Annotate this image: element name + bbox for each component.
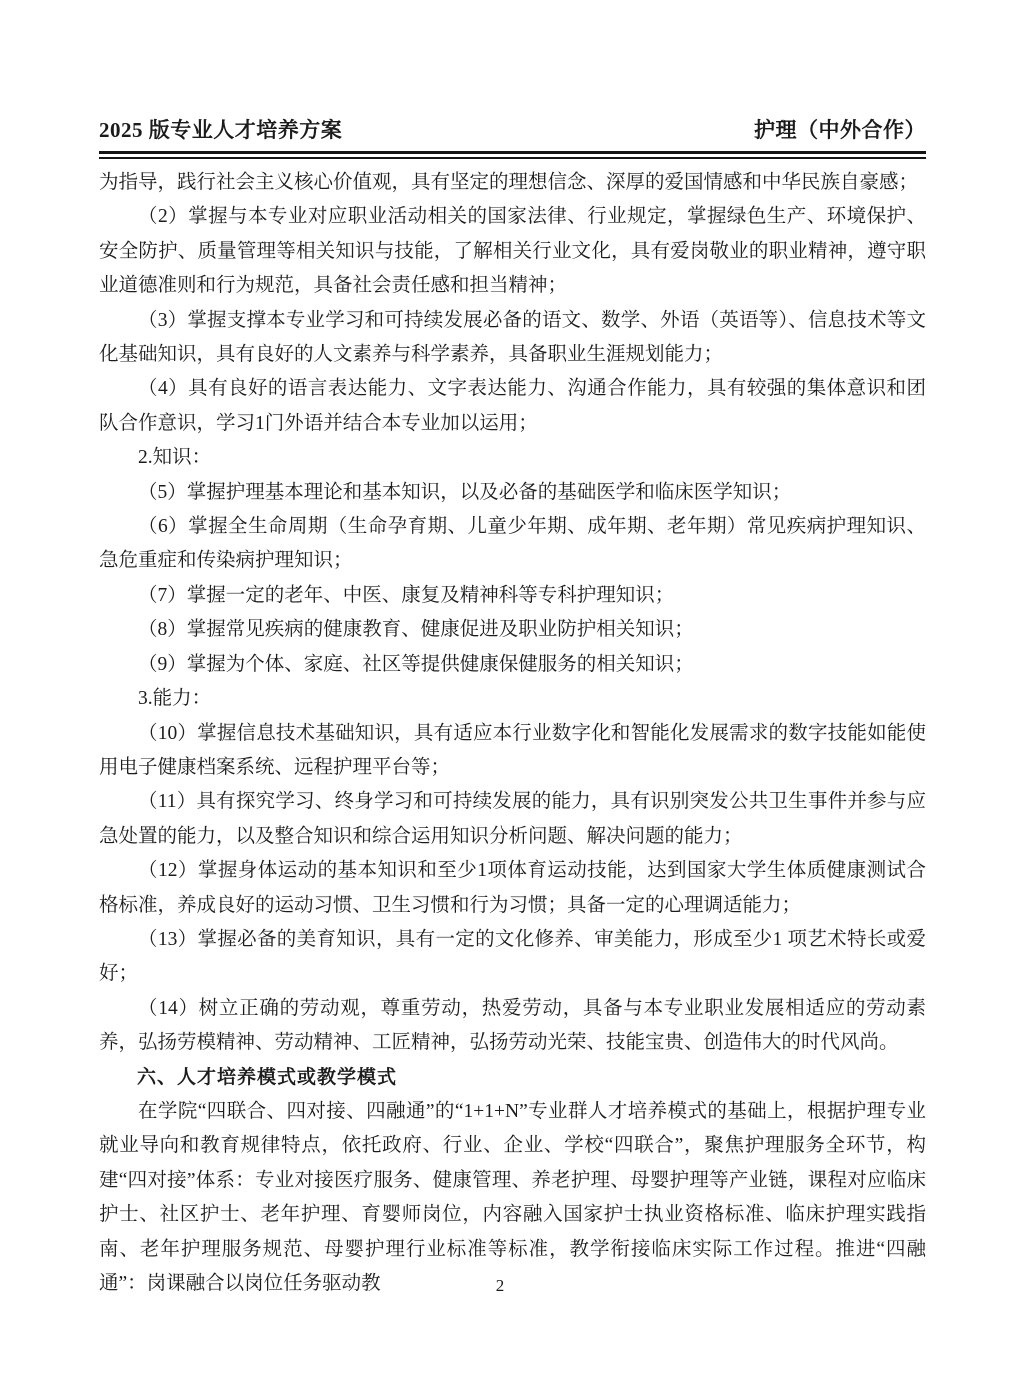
section-heading-six: 六、人才培养模式或教学模式 bbox=[137, 1066, 398, 1088]
paragraph-item-9: （9）掌握为个体、家庭、社区等提供健康保健服务的相关知识； bbox=[138, 653, 694, 675]
subheading-ability: 3.能力： bbox=[138, 688, 212, 710]
paragraph-item-8: （8）掌握常见疾病的健康教育、健康促进及职业防护相关知识； bbox=[138, 619, 694, 641]
page-header bbox=[99, 114, 926, 159]
header-double-rule bbox=[99, 151, 926, 159]
paragraph-item-2: （2）掌握与本专业对应职业活动相关的国家法律、行业规定，掌握绿色生产、环境保护、安全防护、质量管理等相关知识与技能，了解相关行业文化，具有爱岗敬业的职业精神，遵守职业道德准则和行为规范，具备社会责任感和担当精神； bbox=[99, 206, 926, 297]
subheading-knowledge: 2.知识： bbox=[138, 447, 212, 469]
paragraph-item-4: （4）具有良好的语言表达能力、文字表达能力、沟通合作能力，具有较强的集体意识和团队合作意识，学习1门外语并结合本专业加以运用； bbox=[99, 378, 926, 434]
paragraph-continuation: 为指导，践行社会主义核心价值观，具有坚定的理想信念、深厚的爱国情感和中华民族自豪感； bbox=[99, 172, 919, 193]
paragraph-item-6: （6）掌握全生命周期（生命孕育期、儿童少年期、成年期、老年期）常见疾病护理知识、急危重症和传染病护理知识； bbox=[99, 516, 926, 572]
paragraph-item-7: （7）掌握一定的老年、中医、康复及精神科等专科护理知识； bbox=[138, 584, 675, 606]
paragraph-item-3: （3）掌握支撑本专业学习和可持续发展必备的语文、数学、外语（英语等）、信息技术等文化基础知识，具有良好的人文素养与科学素养，具备职业生涯规划能力； bbox=[99, 309, 926, 366]
paragraph-training-mode: 在学院“四联合、四对接、四融通”的“1+1+N”专业群人才培养模式的基础上，根据护理专业就业导向和教育规律特点，依托政府、行业、企业、学校“四联合”，聚焦护理服务全环节，构建“四对接”体系：专业对接医疗服务、健康管理、养老护理、母婴护理等产业链，课程对应临床护士、社区护士、老年护理、育婴师岗位，内容融入国家护士执业资格标准、临床护理实践指南、老年护理服务规范、母婴护理行业标准等标准，教学衔接临床实际工作过程。推进“四融通”：岗课融合以岗位任务驱动教 bbox=[99, 1100, 926, 1294]
paragraph-item-10: （10）掌握信息技术基础知识，具有适应本行业数字化和智能化发展需求的数字技能如能使用电子健康档案系统、远程护理平台等； bbox=[99, 722, 926, 778]
paragraph-item-5: （5）掌握护理基本理论和基本知识，以及必备的基础医学和临床医学知识； bbox=[138, 481, 792, 503]
paragraph-item-13: （13）掌握必备的美育知识，具有一定的文化修养、审美能力，形成至少1 项艺术特长或爱好； bbox=[99, 928, 926, 985]
paragraph-item-14: （14）树立正确的劳动观，尊重劳动，热爱劳动，具备与本专业职业发展相适应的劳动素养，弘扬劳模精神、劳动精神、工匠精神，弘扬劳动光荣、技能宝贵、创造伟大的时代风尚。 bbox=[99, 997, 926, 1054]
paragraph-item-12: （12）掌握身体运动的基本知识和至少1项体育运动技能，达到国家大学生体质健康测试合格标准，养成良好的运动习惯、卫生习惯和行为习惯；具备一定的心理调适能力； bbox=[99, 860, 926, 916]
header-row bbox=[99, 114, 926, 144]
paragraph-item-11: （11）具有探究学习、终身学习和可持续发展的能力，具有识别突发公共卫生事件并参与应急处置的能力，以及整合知识和综合运用知识分析问题、解决问题的能力； bbox=[99, 791, 926, 847]
header-right-title: 护理（中外合作） bbox=[754, 118, 926, 142]
document-body bbox=[99, 166, 926, 1301]
page-number: 2 bbox=[495, 1276, 505, 1295]
header-left-title: 2025 版专业人才培养方案 bbox=[99, 118, 343, 142]
